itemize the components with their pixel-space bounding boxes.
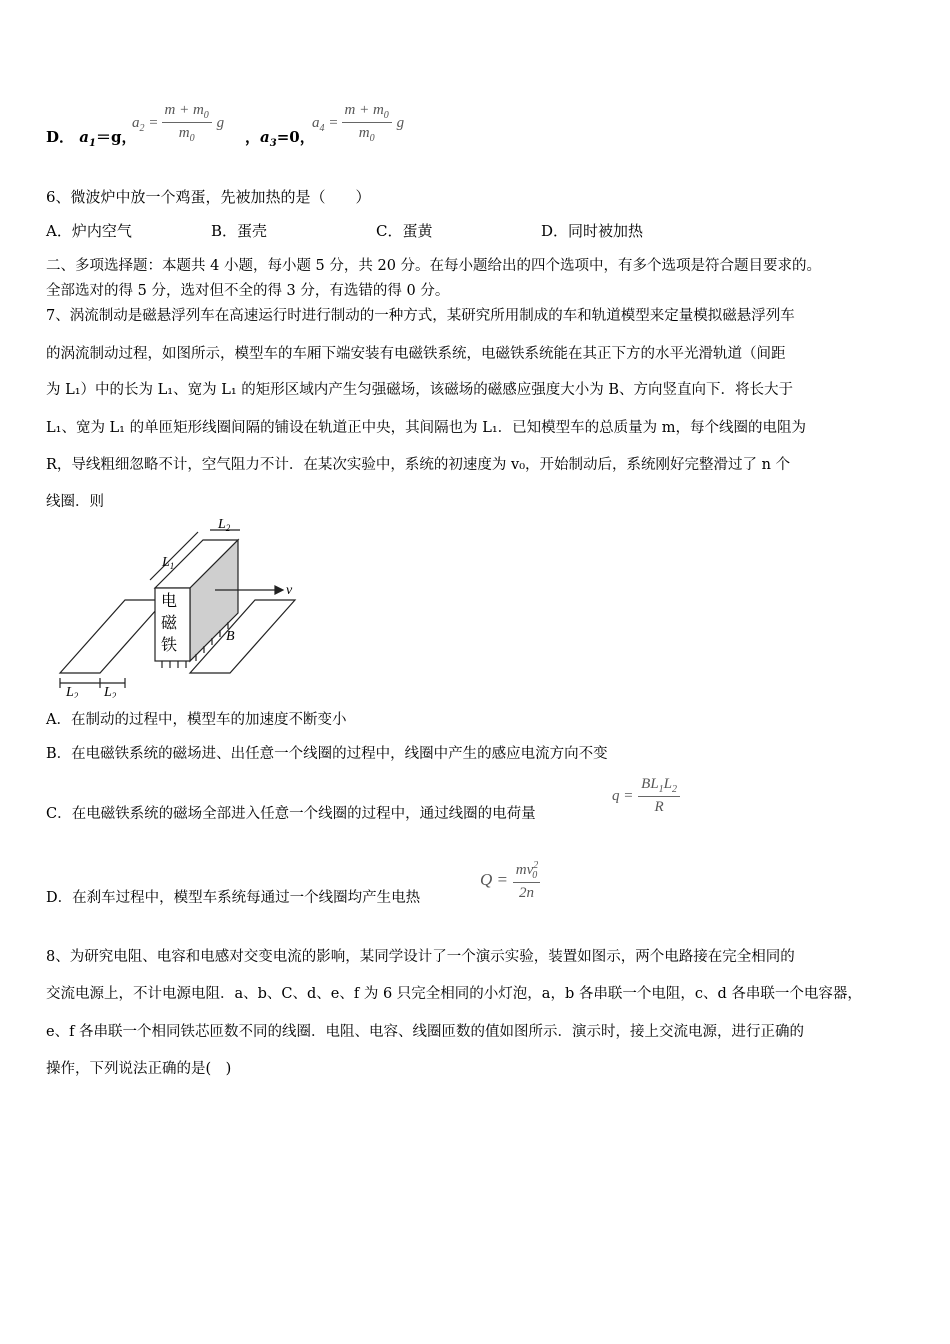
q5d-a4-expression: $a_4$ = $\frac{m + m_0}{m_0}$ g (312, 102, 405, 144)
q5d-a1: $a_1$ (79, 128, 96, 149)
label-v: v (286, 583, 293, 598)
q7-option-c: C．在电磁铁系统的磁场全部进入任意一个线圈的过程中，通过线圈的电荷量 (46, 806, 536, 822)
eddy-brake-figure (50, 518, 310, 698)
q6-stem: 6、微波炉中放一个鸡蛋，先被加热的是（ ） (46, 188, 371, 206)
q6-option-d: D．同时被加热 (541, 222, 644, 240)
q7-line-6: 线圈．则 (46, 494, 104, 510)
q5d-g-2: g (396, 115, 405, 131)
q5d-a4: $a_4$ (312, 115, 325, 134)
q7-option-d: D．在刹车过程中，模型车系统每通过一个线圈均产生电热 (46, 890, 421, 906)
q5-option-d (46, 126, 136, 149)
q5d-a3-part: ，$a_3=0$， (245, 128, 315, 149)
q8-line-4: 操作，下列说法正确的是( ) (46, 1061, 232, 1077)
section2-line2: 全部选对的得 5 分，选对但不全的得 3 分，有选错的得 0 分。 (46, 283, 450, 299)
q6-option-b: B．蛋壳 (211, 222, 268, 240)
label-L1-top: $L_1$ (162, 555, 175, 571)
q6-options (46, 220, 643, 241)
q7-line-4: L₁、宽为 L₁ 的单匝矩形线圈间隔的铺设在轨道正中央，其间隔也为 L₁．已知模型车的总质量为 m，每个线圈的电阻为 (46, 420, 807, 436)
q7-line-2: 的涡流制动过程，如图所示，模型车的车厢下端安装有电磁铁系统，电磁铁系统能在其正下方的水平光滑轨道（间距 (46, 346, 786, 362)
q6-option-c: C．蛋黄 (376, 222, 433, 240)
magnet-char-2: 磁 (161, 613, 178, 632)
label-L2-top: $L_2$ (218, 518, 231, 533)
q6-option-a: A．炉内空气 (46, 222, 132, 240)
label-L2-bottom-1: $L_2$ (66, 685, 79, 698)
section2-line1: 二、多项选择题：本题共 4 小题，每小题 5 分，共 20 分。在每小题给出的四个选项中，有多个选项是符合题目要求的。 (46, 258, 822, 274)
q8-line-3: e、f 各串联一个相同铁芯匝数不同的线圈．电阻、电容、线圈匝数的值如图所示．演示时，接上交流电源，进行正确的 (46, 1024, 805, 1040)
q5d-label: D． (46, 128, 75, 146)
q8-line-1: 8、为研究电阻、电容和电感对交变电流的影响，某同学设计了一个演示实验，装置如图示，两个电路接在完全相同的 (46, 949, 795, 965)
label-L2-bottom-2: $L_2$ (104, 685, 117, 698)
q7-line-3: 为 L₁）中的长为 L₁、宽为 L₁ 的矩形区域内产生匀强磁场，该磁场的磁感应强度大小为 B、方向竖直向下．将长大于 (46, 382, 794, 398)
q7-option-d-formula: Q = $\frac{mv^2_0}{2n}$ (480, 860, 539, 901)
q5d-fraction-2: $\frac{m + m_0}{m_0}$ (342, 102, 392, 144)
q7-line-5: R，导线粗细忽略不计，空气阻力不计．在某次实验中，系统的初速度为 v₀，开始制动后，系统刚好完整滑过了 n 个 (46, 457, 791, 473)
magnet-char-3: 铁 (161, 635, 178, 654)
q7-option-b: B．在电磁铁系统的磁场进、出任意一个线圈的过程中，线圈中产生的感应电流方向不变 (46, 746, 608, 762)
q7-option-c-formula: q = $\frac{BL_1L_2}{R}$ (612, 776, 680, 816)
q5d-a2: $a_2$ (132, 115, 145, 134)
q7-option-a: A．在制动的过程中，模型车的加速度不断变小 (46, 712, 347, 728)
magnet-char-1: 电 (161, 591, 178, 610)
q5d-g-1: g (216, 115, 225, 131)
q5d-a2-expression: $a_2$ = $\frac{m + m_0}{m_0}$ g (132, 102, 225, 144)
q5d-fraction-1: $\frac{m + m_0}{m_0}$ (162, 102, 212, 144)
q5d-eq-g: ＝g， (95, 128, 137, 146)
q8-line-2: 交流电源上，不计电源电阻．a、b、C、d、e、f 为 6 只完全相同的小灯泡，a，b 各串联一个电阻，c、d 各串联一个电容器， (46, 986, 862, 1002)
coil-1 (60, 600, 165, 673)
q7-line-1: 7、涡流制动是磁悬浮列车在高速运行时进行制动的一种方式，某研究所用制成的车和轨道模型来定量模拟磁悬浮列车 (46, 308, 795, 324)
label-B: B (226, 629, 235, 644)
